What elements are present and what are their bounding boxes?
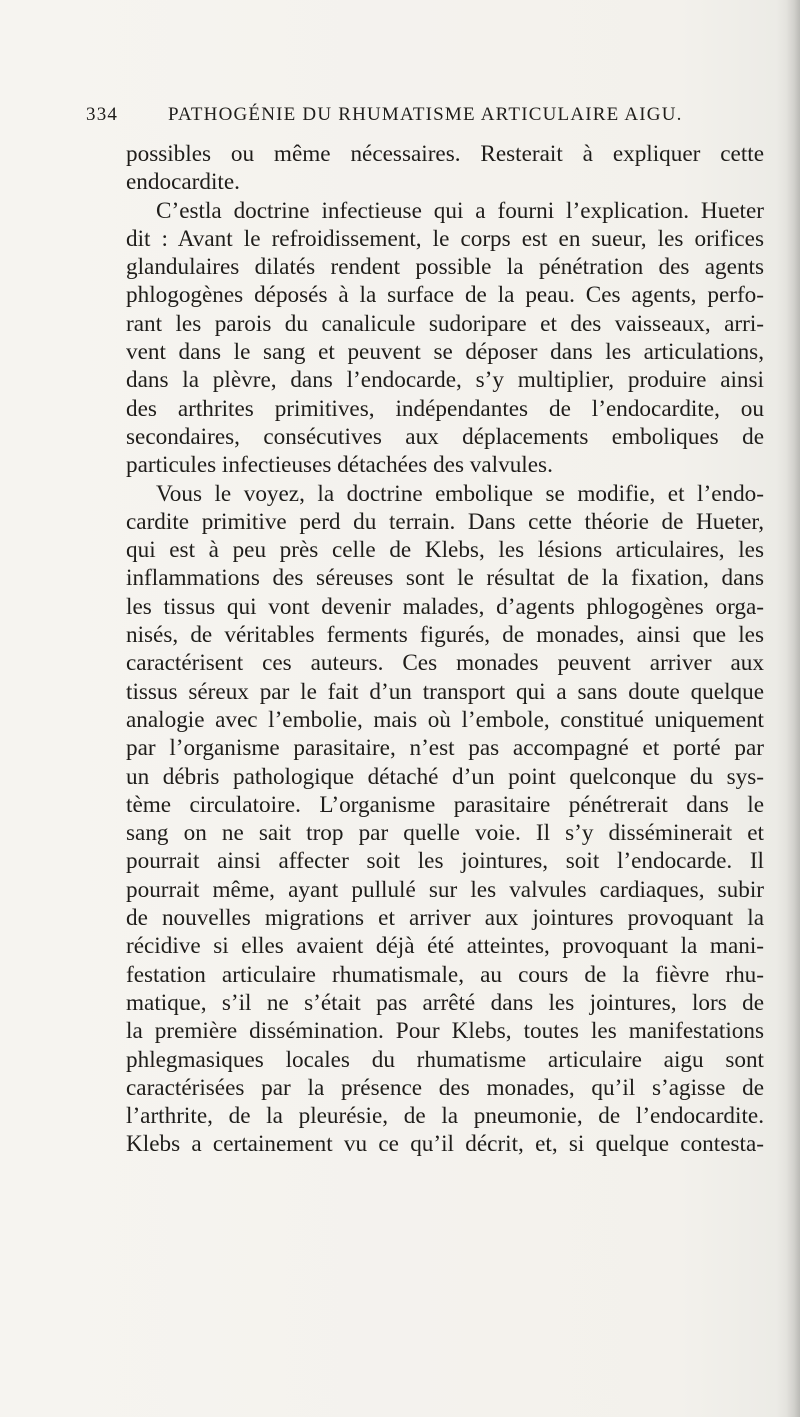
text-line: des arthrites primitives, indépendantes de l’endocardite, ou: [126, 395, 764, 422]
text-line: festation articulaire rhumatismale, au cours de la fièvre rhu-: [126, 961, 764, 988]
text-line: phlegmasiques locales du rhumatisme articulaire aigu sont: [126, 1046, 764, 1073]
text-line: dit : Avant le refroidissement, le corps est en sueur, les orifices: [126, 225, 764, 252]
text-line: caractérisent ces auteurs. Ces monades peuvent arriver aux: [126, 650, 764, 677]
text-line: particules infectieuses détachées des valvules.: [126, 452, 553, 479]
text-line: rant les parois du canalicule sudoripare et des vaisseaux, arri-: [126, 310, 764, 337]
text-line: dans la plèvre, dans l’endocarde, s’y multiplier, produire ainsi: [126, 367, 764, 394]
text-line: phlogogènes déposés à la surface de la peau. Ces agents, perfo-: [126, 282, 764, 309]
text-line: récidive si elles avaient déjà été atteintes, provoquant la mani-: [126, 933, 764, 960]
paragraph-start-line: C’estla doctrine infectieuse qui a fourni l’explication. Hueter: [156, 197, 764, 224]
text-line: de nouvelles migrations et arriver aux jointures provoquant la: [126, 905, 764, 932]
text-line: par l’organisme parasitaire, n’est pas accompagné et porté par: [126, 735, 764, 762]
text-line: tème circulatoire. L’organisme parasitaire pénétrerait dans le: [126, 791, 764, 818]
text-line: cardite primitive perd du terrain. Dans cette théorie de Hueter,: [126, 508, 764, 535]
text-line: les tissus qui vont devenir malades, d’agents phlogogènes orga-: [126, 593, 764, 620]
paragraph-start-line: Vous le voyez, la doctrine embolique se modifie, et l’endo-: [156, 480, 764, 507]
text-line: pourrait même, ayant pullulé sur les valvules cardiaques, subir: [126, 876, 764, 903]
text-line: Klebs a certainement vu ce qu’il décrit, et, si quelque contesta-: [126, 1131, 764, 1158]
text-line: la première dissémination. Pour Klebs, toutes les manifestations: [126, 1018, 764, 1045]
page-header: [86, 104, 766, 134]
text-line: matique, s’il ne s’était pas arrêté dans les jointures, lors de: [126, 989, 764, 1016]
text-line: pourrait ainsi affecter soit les jointures, soit l’endocarde. Il: [126, 848, 764, 875]
text-line: un débris pathologique détaché d’un point quelconque du sys-: [126, 763, 764, 790]
running-title: PATHOGÉNIE DU RHUMATISME ARTICULAIRE AIGU.: [168, 104, 683, 125]
text-line: qui est à peu près celle de Klebs, les lésions articulaires, les: [126, 537, 764, 564]
text-line: analogie avec l’embolie, mais où l’embole, constitué uniquement: [126, 706, 764, 733]
text-line: nisés, de véritables ferments figurés, de monades, ainsi que les: [126, 622, 764, 649]
text-line: l’arthrite, de la pleurésie, de la pneumonie, de l’endocardite.: [126, 1103, 764, 1130]
text-line: vent dans le sang et peuvent se déposer dans les articulations,: [126, 339, 764, 366]
text-line: secondaires, consécutives aux déplacements emboliques de: [126, 423, 764, 450]
text-line: possibles ou même nécessaires. Resterait à expliquer cette: [126, 141, 764, 167]
text-line: caractérisées par la présence des monades, qu’il s’agisse de: [126, 1074, 764, 1101]
page-edge-shadow: [786, 0, 800, 1417]
text-line: sang on ne sait trop par quelle voie. Il s’y disséminerait et: [126, 820, 764, 847]
text-line: inflammations des séreuses sont le résultat de la fixation, dans: [126, 565, 764, 592]
text-line: glandulaires dilatés rendent possible la pénétration des agents: [126, 254, 764, 281]
body-text: [126, 140, 764, 1159]
text-line: endocardite.: [126, 169, 240, 196]
text-line: tissus séreux par le fait d’un transport qui a sans doute quelque: [126, 678, 764, 705]
page-number: 334: [86, 104, 119, 125]
